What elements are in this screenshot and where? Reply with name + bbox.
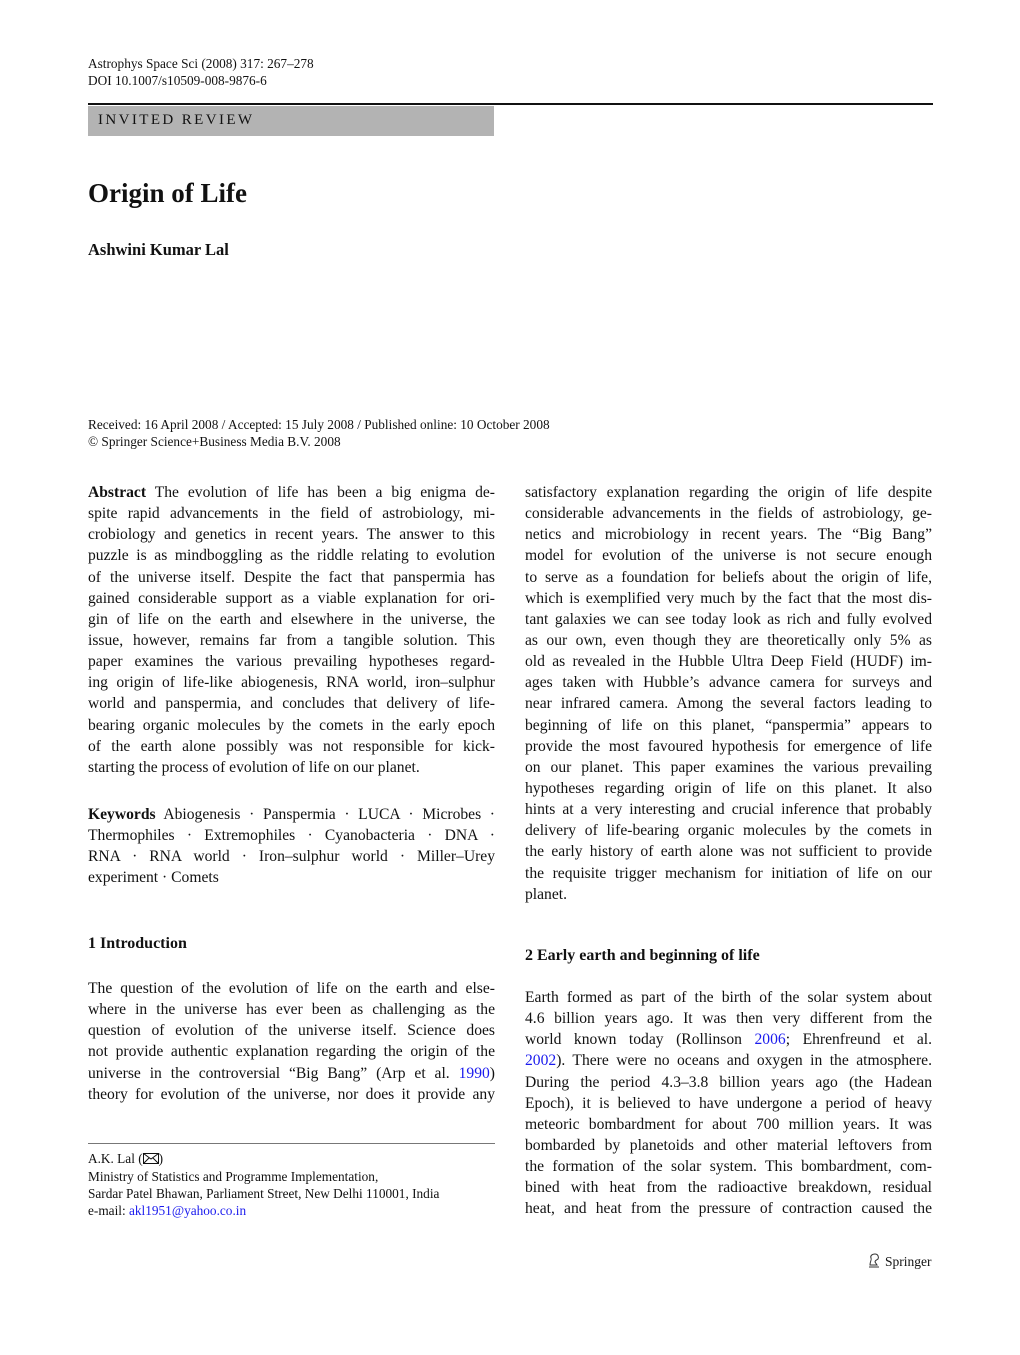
text-line	[525, 884, 932, 905]
text-run: question of evolution of the universe itself. Science does	[88, 1022, 495, 1040]
text-line	[525, 503, 932, 524]
abstract-continued	[525, 482, 932, 905]
text-line	[88, 1041, 495, 1062]
springer-horse-icon	[866, 1252, 882, 1272]
journal-citation: Astrophys Space Sci (2008) 317: 267–278	[88, 56, 314, 71]
text-line	[88, 545, 495, 566]
publication-dates: Received: 16 April 2008 / Accepted: 15 July 2008 / Published online: 10 October 2008	[88, 417, 550, 432]
text-line	[525, 651, 932, 672]
text-run: old as revealed in the Hubble Ultra Deep Field (HUDF) im-	[525, 653, 932, 671]
text-line	[525, 799, 932, 820]
text-run: issue, however, remains far from a tangible solution. This	[88, 631, 495, 649]
publisher-name: Springer	[885, 1254, 932, 1269]
article-type: INVITED REVIEW	[98, 112, 255, 128]
text-line	[88, 588, 495, 609]
text-line	[525, 863, 932, 884]
text-line	[88, 1020, 495, 1041]
email-link[interactable]: akl1951@yahoo.co.in	[128, 1203, 247, 1218]
text-run: the early history of earth alone was not sufficient to provide	[525, 843, 932, 861]
text-run: During the period 4.3–3.8 billion years ago (the Hadean	[525, 1073, 932, 1091]
text-run: not provide authentic explanation regarding the origin of the	[88, 1043, 495, 1061]
introduction-text	[88, 978, 495, 1105]
text-run: bearing organic molecules by the comets in the early epoch	[88, 716, 495, 734]
text-line	[88, 651, 495, 672]
text-line	[525, 820, 932, 841]
text-run: ; Ehrenfreund et al.	[785, 1031, 932, 1049]
text-line	[88, 567, 495, 588]
text-line	[525, 778, 932, 799]
author-name: Ashwini Kumar Lal	[88, 240, 229, 259]
text-run: near infrared camera. Among the several factors leading to	[525, 695, 932, 713]
text-run: universe in the controversial “Big Bang” (Arp et al.	[88, 1064, 459, 1082]
text-run: world known today (Rollinson	[525, 1031, 755, 1049]
text-line	[88, 1084, 495, 1105]
text-line	[88, 715, 495, 736]
text-run: The question of the evolution of life on the earth and else-	[88, 980, 495, 997]
text-line	[88, 672, 495, 693]
text-run: hypotheses regarding origin of life on this planet. It also	[525, 779, 932, 797]
text-run: as our own, even though they are theoretically only 5% as	[525, 631, 932, 649]
text-run: world and panspermia, and concludes that delivery of life-	[88, 695, 495, 713]
affiliation: Ministry of Statistics and Programme Implementation,	[88, 1169, 379, 1184]
text-line	[88, 736, 495, 757]
text-line	[525, 1135, 932, 1156]
text-run: on our planet. This paper examines the various prevailing	[525, 758, 932, 776]
text-run: Thermophiles · Extremophiles · Cyanobacteria · DNA ·	[88, 827, 495, 845]
text-line	[525, 482, 932, 503]
text-run: meteoric bombardment for about 700 million years. It was	[525, 1115, 932, 1133]
citation-link[interactable]: 1990	[458, 1064, 490, 1082]
text-run: ages taken with Hubble’s advance camera for surveys and	[525, 674, 932, 692]
text-run: where in the universe has ever been as challenging as the	[88, 1001, 495, 1019]
text-line	[525, 1114, 932, 1135]
text-run: satisfactory explanation regarding the origin of life despite	[525, 484, 932, 501]
text-line	[88, 846, 495, 867]
text-run: spite rapid advancements in the field of astrobiology, mi-	[88, 505, 495, 523]
text-line	[525, 1008, 932, 1029]
text-run: 4.6 billion years ago. It was then very different from the	[525, 1010, 932, 1028]
text-line	[525, 524, 932, 545]
text-line	[525, 1072, 932, 1093]
correspondence-name: A.K. Lal (	[88, 1151, 143, 1166]
run-in-label: Abstract	[88, 484, 147, 501]
section-heading-early-earth: 2 Early earth and beginning of life	[525, 947, 760, 964]
correspondence-paren: )	[158, 1151, 164, 1166]
text-run: considerable advancements in the fields of astrobiology, ge-	[525, 505, 932, 523]
text-line	[525, 567, 932, 588]
text-line	[525, 545, 932, 566]
text-line	[525, 630, 932, 651]
text-line	[88, 825, 495, 846]
text-run: Epoch), it is believed to have undergone a period of heavy	[525, 1094, 932, 1112]
text-run: hints at a very interesting and crucial inference that probably	[525, 801, 932, 819]
text-run: to serve as a foundation for beliefs about the origin of life,	[525, 568, 932, 586]
section-heading-introduction: 1 Introduction	[88, 935, 187, 952]
text-line	[525, 588, 932, 609]
text-line	[88, 978, 495, 999]
publisher-logo	[866, 1252, 932, 1272]
text-line	[88, 524, 495, 545]
text-line	[525, 1029, 932, 1050]
text-line	[88, 804, 495, 825]
text-line	[88, 482, 495, 503]
text-line	[88, 757, 495, 778]
text-run: starting the process of evolution of life on our planet.	[88, 758, 420, 776]
text-run: ing origin of life-like abiogenesis, RNA world, iron–sulphur	[88, 674, 495, 692]
early-earth-text	[525, 987, 932, 1220]
text-run: netics and microbiology in recent years. The “Big Bang”	[525, 526, 932, 544]
abstract	[88, 482, 495, 778]
text-line	[525, 1156, 932, 1177]
text-line	[88, 693, 495, 714]
citation-link[interactable]: 2006	[754, 1031, 786, 1049]
text-run: Earth formed as part of the birth of the solar system about	[525, 989, 932, 1006]
text-line	[88, 999, 495, 1020]
text-line	[525, 1093, 932, 1114]
text-line	[525, 609, 932, 630]
text-line	[88, 630, 495, 651]
text-line	[525, 715, 932, 736]
text-run: tant galaxies we can see today look as rich and fully evolved	[525, 610, 932, 628]
paper-title: Origin of Life	[88, 178, 247, 208]
text-line	[88, 503, 495, 524]
text-run: puzzle is as mindboggling as the riddle relating to evolution	[88, 547, 495, 565]
email-label: e-mail:	[88, 1203, 129, 1218]
text-run: bined with heat from the radioactive breakdown, residual	[525, 1179, 932, 1197]
text-line	[525, 672, 932, 693]
text-run: the requisite trigger mechanism for initiation of life on our	[525, 864, 932, 882]
text-run: The evolution of life has been a big enigma de-	[146, 484, 495, 501]
text-run: theory for evolution of the universe, nor does it provide any	[88, 1085, 495, 1103]
text-line	[525, 1198, 932, 1219]
text-run: of the earth alone possibly was not responsible for kick-	[88, 737, 495, 755]
text-run: paper examines the various prevailing hypotheses regard-	[88, 653, 495, 671]
citation-link[interactable]: 2002	[525, 1052, 557, 1070]
text-run: ). There were no oceans and oxygen in the atmosphere.	[556, 1052, 932, 1070]
text-line	[525, 1177, 932, 1198]
text-line	[525, 757, 932, 778]
text-run: delivery of life-bearing organic molecules by the comets in	[525, 822, 932, 840]
text-run: model for evolution of the universe is not secure enough	[525, 547, 932, 565]
text-run: provide the most favoured hypothesis for emergence of life	[525, 737, 932, 755]
text-run: gin of life on the earth and elsewhere in the universe, the	[88, 610, 495, 628]
text-run: experiment · Comets	[88, 869, 219, 887]
text-line	[525, 987, 932, 1008]
text-run: of the universe itself. Despite the fact that panspermia has	[88, 568, 495, 586]
article-type-banner	[88, 106, 494, 136]
text-line	[88, 1063, 495, 1084]
text-run: bombarded by planetoids and other material leftovers from	[525, 1136, 932, 1154]
header-rule	[88, 103, 933, 105]
run-in-label: Keywords	[88, 806, 156, 823]
text-run: which is exemplified very much by the fact that the most dis-	[525, 589, 932, 607]
text-line	[88, 867, 495, 888]
text-line	[88, 609, 495, 630]
author-footnote	[88, 1150, 439, 1219]
text-run: RNA · RNA world · Iron–sulphur world · Miller–Urey	[88, 848, 495, 866]
text-line	[525, 736, 932, 757]
text-run: beginning of life on this planet, “panspermia” appears to	[525, 716, 932, 734]
address: Sardar Patel Bhawan, Parliament Street, New Delhi 110001, India	[88, 1186, 440, 1201]
text-line	[525, 841, 932, 862]
text-run: the formation of the solar system. This bombardment, com-	[525, 1158, 932, 1176]
text-run: gained considerable support as a viable explanation for ori-	[88, 589, 495, 607]
text-run: planet.	[525, 885, 567, 903]
text-line	[525, 693, 932, 714]
keywords	[88, 804, 495, 889]
text-run: heat, and heat from the pressure of contraction caused the	[525, 1200, 932, 1218]
text-run: )	[489, 1064, 495, 1082]
footnote-rule	[88, 1143, 495, 1144]
text-run: Abiogenesis · Panspermia · LUCA · Microbes ·	[155, 806, 495, 823]
envelope-icon	[143, 1151, 159, 1168]
text-line	[525, 1050, 932, 1071]
text-run: crobiology and genetics in recent years. The answer to this	[88, 526, 495, 544]
doi: DOI 10.1007/s10509-008-9876-6	[88, 73, 267, 88]
copyright: © Springer Science+Business Media B.V. 2008	[88, 434, 341, 449]
